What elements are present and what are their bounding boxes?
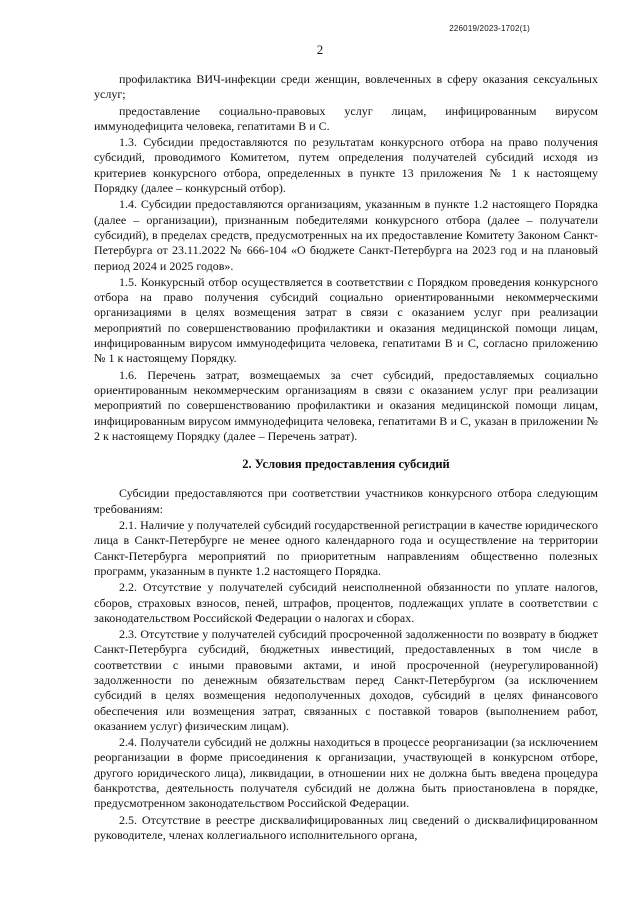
paragraph-section2-intro: Субсидии предоставляются при соответствии участников конкурсного отбора следующим требованиям: — [94, 486, 598, 516]
paragraph-1-5: 1.5. Конкурсный отбор осуществляется в соответствии с Порядком проведения конкурсного отбора на право получения субсидий социально ориентированными некоммерческими организациями в целях возмещения затрат в связи с оказанием услуг при реализации мероприятий по совершенствованию профилактики и оказания медицинской помощи лицам, инфицированным вирусом иммунодефицита человека, гепатитами В и С, согласно приложению № 1 к настоящему Порядку. — [94, 274, 598, 366]
page-number: 2 — [316, 42, 324, 57]
paragraph-1-6: 1.6. Перечень затрат, возмещаемых за счет субсидий, предоставляемых социально ориентированным некоммерческим организациям в связи с оказанием услуг при реализации мероприятий по совершенствованию профилактики и оказания медицинской помощи лицам, инфицированным вирусом иммунодефицита человека, гепатитами В и С, указан в приложении № 2 к настоящему Порядку (далее – Перечень затрат). — [94, 367, 598, 443]
document-body — [94, 72, 598, 843]
paragraph-2-2: 2.2. Отсутствие у получателей субсидий неисполненной обязанности по уплате налогов, сборов, страховых взносов, пеней, штрафов, процентов, подлежащих уплате в соответствии с законодательством Российской Федерации о налогах и сборах. — [94, 580, 598, 625]
paragraph-1-3: 1.3. Субсидии предоставляются по результатам конкурсного отбора на право получения субсидий, проводимого Комитетом, путем определения получателей субсидий исходя из критериев конкурсного отбора, определенных в пункте 13 приложения № 1 к настоящему Порядку (далее – конкурсный отбор). — [94, 135, 598, 196]
paragraph-2-5: 2.5. Отсутствие в реестре дисквалифицированных лиц сведений о дисквалифицированном руководителе, членах коллегиального исполнительного органа, — [94, 812, 598, 842]
section-heading: 2. Условия предоставления субсидий — [242, 457, 450, 472]
paragraph: предоставление социально-правовых услуг лицам, инфицированным вирусом иммунодефицита человека, гепатитами В и С. — [94, 103, 598, 133]
paragraph: профилактика ВИЧ-инфекции среди женщин, вовлеченных в сферу оказания сексуальных услуг; — [94, 72, 598, 102]
paragraph-2-4: 2.4. Получатели субсидий не должны находиться в процессе реорганизации (за исключением реорганизации в форме присоединения к организации, участвующей в конкурсном отборе, другого юридического лица), ликвидации, в отношении них не должна быть введена процедура банкротства, деятельность получателя субсидий не должна быть приостановлена в порядке, предусмотренном законодательством Российской Федерации. — [94, 735, 598, 811]
paragraph-1-4: 1.4. Субсидии предоставляются организациям, указанным в пункте 1.2 настоящего Порядка (далее – организации), признанным победителями конкурсного отбора (далее – получатели субсидий), в пределах средств, предусмотренных на их предоставление Комитету Законом Санкт-Петербурга от 23.11.2022 № 666-104 «О бюджете Санкт-Петербурга на 2023 год и на плановый период 2024 и 2025 годов». — [94, 197, 598, 273]
document-id: 226019/2023-1702(1) — [449, 24, 530, 33]
paragraph-2-3: 2.3. Отсутствие у получателей субсидий просроченной задолженности по возврату в бюджет Санкт-Петербурга субсидий, бюджетных инвестиций, предоставленных в том числе в соответствии с иными правовыми актами, и иной просроченной (неурегулированной) задолженности по денежным обязательствам перед Санкт-Петербургом (за исключением субсидий в целях возмещения недополученных доходов, субсидий в целях финансового обеспечения или возмещения затрат, связанных с поставкой товаров (выполнением работ, оказанием услуг) физическим лицам). — [94, 627, 598, 733]
paragraph-2-1: 2.1. Наличие у получателей субсидий государственной регистрации в качестве юридического лица в Санкт-Петербурге не менее одного календарного года и осуществление на территории Санкт-Петербурга мероприятий по приоритетным направлениям общественно полезных программ, указанным в пункте 1.2 настоящего Порядка. — [94, 518, 598, 578]
